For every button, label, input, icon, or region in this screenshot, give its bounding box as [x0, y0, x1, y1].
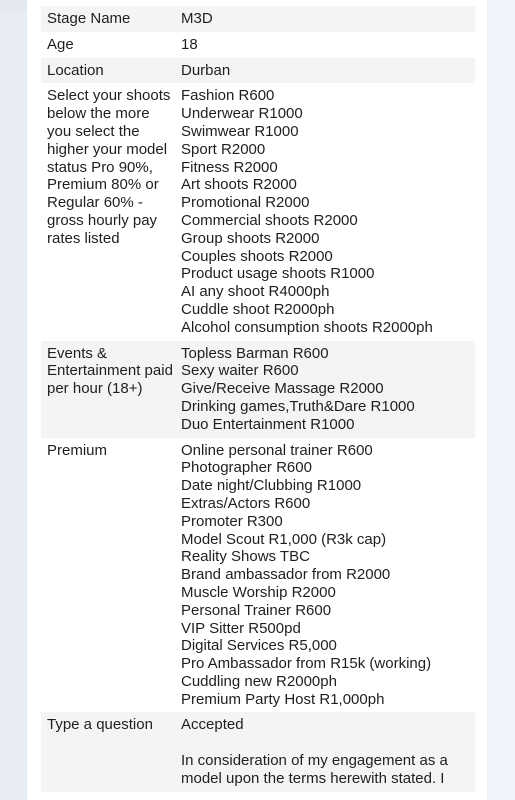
value-line: Topless Barman R600 [181, 344, 329, 362]
value-line: Couples shoots R2000 [181, 247, 333, 265]
row-value [181, 32, 475, 58]
table-row [41, 58, 475, 84]
value-line: Duo Entertainment R1000 [181, 415, 355, 433]
value-line: Underwear R1000 [181, 105, 303, 123]
value-line: Sexy waiter R600 [181, 362, 299, 380]
row-label: Stage Name [47, 10, 131, 27]
value-line: Pro Ambassador from R15k (working) [181, 655, 432, 673]
value-line: Product usage shoots R1000 [181, 265, 375, 283]
right-margin [487, 0, 515, 800]
table-row [41, 712, 475, 791]
row-value [181, 6, 475, 32]
table-row [41, 83, 475, 340]
value-line: Photographer R600 [181, 459, 312, 477]
table-row [41, 341, 475, 438]
row-label: Location [47, 61, 104, 79]
row-label: Select your shoots below the more you select the higher your model status Pro 90%, Premium 80% or Regular 60% - gross hourly pay rates listed [47, 87, 171, 247]
value-line: Fashion R600 [181, 87, 275, 105]
value-line: Reality Shows TBC [181, 548, 310, 566]
table-row [41, 438, 475, 713]
row-value [181, 341, 475, 438]
value-line: Online personal trainer R600 [181, 441, 373, 459]
row-label: Events & Entertainment paid per hour (18+) [47, 344, 173, 398]
value-line: Accepted [181, 716, 244, 734]
value-line: Extras/Actors R600 [181, 494, 311, 512]
value-line: Group shoots R2000 [181, 229, 320, 247]
value-line: Sport R2000 [181, 140, 266, 158]
value-line: Alcohol consumption shoots R2000ph [181, 318, 433, 336]
value-line: Fitness R2000 [181, 158, 278, 176]
value-line: Promoter R300 [181, 512, 283, 530]
value-line: Cuddle shoot R2000ph [181, 300, 335, 318]
table-row [41, 6, 475, 32]
value-line: Swimwear R1000 [181, 122, 299, 140]
value-line: Durban [181, 61, 231, 79]
value-line: Model Scout R1,000 (R3k cap) [181, 530, 387, 548]
value-line: VIP Sitter R500pd [181, 619, 301, 637]
value-line: Brand ambassador from R2000 [181, 566, 391, 584]
value-line: Promotional R2000 [181, 194, 310, 212]
row-label: Premium [47, 441, 108, 459]
value-line [181, 734, 469, 752]
row-label: Age [47, 35, 74, 53]
value-line: Cuddling new R2000ph [181, 672, 337, 690]
value-line: Muscle Worship R2000 [181, 583, 336, 601]
row-value [181, 712, 475, 791]
value-line: Digital Services R5,000 [181, 637, 337, 655]
value-line: Date night/Clubbing R1000 [181, 477, 362, 495]
row-label: Type a question [47, 716, 153, 734]
table-row [41, 32, 475, 58]
value-line: M3D [181, 10, 213, 27]
value-line: model upon the terms herewith stated. I [181, 769, 445, 787]
value-line: In consideration of my engagement as a [181, 752, 448, 770]
value-line: Premium Party Host R1,000ph [181, 690, 385, 708]
value-line: Personal Trainer R600 [181, 601, 332, 619]
row-value [181, 58, 475, 84]
profile-details-table [41, 6, 475, 792]
row-value [181, 438, 475, 713]
value-line: Art shoots R2000 [181, 176, 297, 194]
value-line: Drinking games,Truth&Dare R1000 [181, 397, 415, 415]
row-value [181, 83, 475, 340]
value-line: Commercial shoots R2000 [181, 211, 358, 229]
value-line: 18 [181, 35, 198, 53]
value-line: AI any shoot R4000ph [181, 283, 330, 301]
value-line: Give/Receive Massage R2000 [181, 380, 384, 398]
